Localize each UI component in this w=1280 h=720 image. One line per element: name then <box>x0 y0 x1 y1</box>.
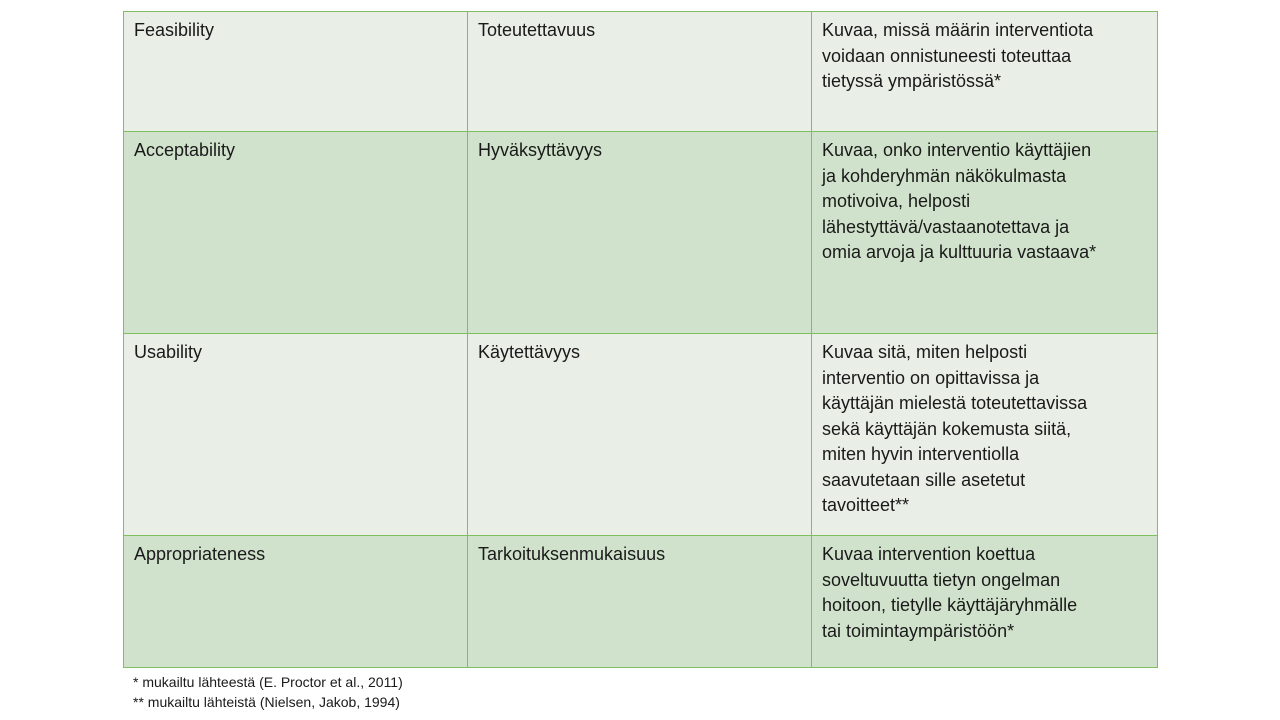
description-line: interventio on opittavissa ja <box>822 367 1040 388</box>
table-row <box>124 334 1158 536</box>
description-cell <box>812 334 1158 536</box>
term-finnish: Hyväksyttävyys <box>478 140 603 160</box>
footnotes <box>133 673 403 712</box>
description-cell <box>812 132 1158 334</box>
description-line: soveltuvuutta tietyn ongelman <box>822 569 1061 590</box>
term-english: Acceptability <box>134 140 236 160</box>
description-line: omia arvoja ja kulttuuria vastaava* <box>822 242 1097 262</box>
term-english-cell <box>124 334 468 536</box>
description-line: Kuvaa, missä määrin interventiota <box>822 20 1094 40</box>
description-cell <box>812 12 1158 132</box>
term-finnish-cell <box>468 132 812 334</box>
description-line: miten hyvin interventiolla <box>822 444 1020 464</box>
term-english: Usability <box>134 342 203 362</box>
table-row <box>124 132 1158 334</box>
table-row <box>124 12 1158 132</box>
description-line: tietyssä ympäristössä* <box>822 71 1002 91</box>
term-english: Appropriateness <box>134 544 266 564</box>
term-finnish: Käytettävyys <box>478 342 581 362</box>
term-finnish: Toteutettavuus <box>478 20 596 40</box>
description-line: voidaan onnistuneesti toteuttaa <box>822 45 1072 66</box>
term-finnish: Tarkoituksenmukaisuus <box>478 544 666 564</box>
term-english: Feasibility <box>134 20 215 40</box>
term-english-cell <box>124 132 468 334</box>
description-line: Kuvaa sitä, miten helposti <box>822 342 1028 362</box>
description-line: tavoitteet** <box>822 495 910 515</box>
description-line: lähestyttävä/vastaanotettava ja <box>822 216 1070 237</box>
footnote-proctor: * mukailtu lähteestä (E. Proctor et al., 2011) <box>133 674 403 690</box>
footnote-nielsen: ** mukailtu lähteistä (Nielsen, Jakob, 1994) <box>133 693 400 710</box>
description-line: tai toimintaympäristöön* <box>822 620 1015 641</box>
term-finnish-cell <box>468 334 812 536</box>
description-line: Kuvaa intervention koettua <box>822 544 1036 564</box>
description-cell <box>812 536 1158 668</box>
description-line: saavutetaan sille asetetut <box>822 469 1026 490</box>
description-line: käyttäjän mielestä toteutettavissa <box>822 393 1088 413</box>
description-line: ja kohderyhmän näkökulmasta <box>822 165 1067 186</box>
description-line: hoitoon, tietylle käyttäjäryhmälle <box>822 595 1078 615</box>
description-line: motivoiva, helposti <box>822 191 971 211</box>
table-row <box>124 536 1158 668</box>
term-english-cell <box>124 536 468 668</box>
terms-table <box>123 11 1158 668</box>
description-line: sekä käyttäjän kokemusta siitä, <box>822 418 1072 439</box>
term-finnish-cell <box>468 12 812 132</box>
description-line: Kuvaa, onko interventio käyttäjien <box>822 140 1092 160</box>
term-finnish-cell <box>468 536 812 668</box>
term-english-cell <box>124 12 468 132</box>
